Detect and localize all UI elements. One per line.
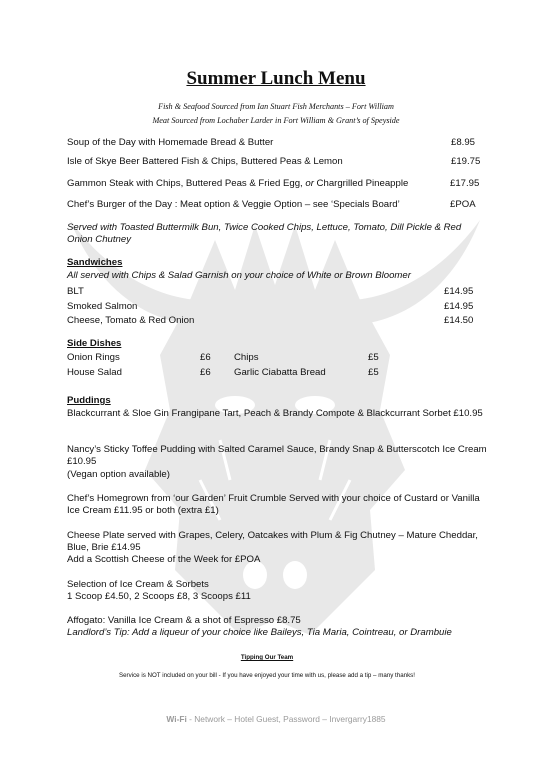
fish-sourcing-note: Fish & Seafood Sourced from Ian Stuart Fish Merchants – Fort William bbox=[158, 102, 394, 111]
menu-price-cheese-tomato: £14.50 bbox=[444, 315, 474, 326]
menu-item-house-salad: House Salad bbox=[67, 367, 122, 378]
pudding-cheese-plate: Cheese Plate served with Grapes, Celery, Oatcakes with Plum & Fig Chutney – Mature Cheddar, Blue, Brie £14.95 bbox=[67, 530, 478, 553]
menu-price-chips: £5 bbox=[368, 352, 379, 363]
menu-item-onion-rings: Onion Rings bbox=[67, 352, 120, 363]
pudding-fruit-crumble: Chef’s Homegrown from ‘our Garden’ Fruit Crumble Served with your choice of Custard or Vanilla Ice Cream £11.95 or both (extra £1) bbox=[67, 493, 480, 516]
menu-item-garlic-bread: Garlic Ciabatta Bread bbox=[234, 367, 326, 378]
service-note: Service is NOT included on your bill - If you have enjoyed your time with us, please add a tip – many thanks! bbox=[118, 672, 415, 679]
pudding-scottish-cheese: Add a Scottish Cheese of the Week for £POA bbox=[67, 554, 261, 565]
menu-item-fish-chips: Isle of Skye Beer Battered Fish & Chips, Buttered Peas & Lemon bbox=[67, 156, 343, 167]
menu-item-cheese-tomato: Cheese, Tomato & Red Onion bbox=[67, 315, 195, 326]
pudding-frangipane: Blackcurrant & Sloe Gin Frangipane Tart, Peach & Brandy Compote & Blackcurrant Sorbet £10.95 bbox=[67, 408, 483, 419]
puddings-heading: Puddings bbox=[67, 395, 111, 406]
menu-item-chips: Chips bbox=[234, 352, 259, 363]
menu-price-blt: £14.95 bbox=[444, 286, 474, 297]
menu-item-soup: Soup of the Day with Homemade Bread & Butter bbox=[67, 137, 274, 148]
menu-price-house-salad: £6 bbox=[200, 367, 211, 378]
menu-price-gammon: £17.95 bbox=[450, 178, 480, 189]
sandwiches-heading: Sandwiches bbox=[67, 257, 123, 268]
meat-sourcing-note: Meat Sourced from Lochaber Larder in Fort William & Grant’s of Speyside bbox=[152, 116, 400, 125]
landlords-tip: Landlord’s Tip: Add a liqueur of your choice like Baileys, Tia Maria, Cointreau, or Drambuie bbox=[67, 627, 452, 638]
pudding-sticky-toffee: Nancy’s Sticky Toffee Pudding with Salted Caramel Sauce, Brandy Snap & Butterscotch Ice Cream £10.95 bbox=[67, 444, 487, 467]
menu-price-smoked-salmon: £14.95 bbox=[444, 301, 474, 312]
menu-price-garlic-bread: £5 bbox=[368, 367, 379, 378]
menu-item-burger: Chef’s Burger of the Day : Meat option & Veggie Option – see ‘Specials Board’ bbox=[67, 199, 400, 210]
menu-price-burger: £POA bbox=[450, 199, 476, 210]
tipping-heading: Tipping Our Team bbox=[240, 654, 294, 661]
side-dishes-heading: Side Dishes bbox=[67, 338, 122, 349]
pudding-vegan-note: (Vegan option available) bbox=[67, 469, 170, 480]
menu-price-soup: £8.95 bbox=[451, 137, 476, 148]
sandwiches-note: All served with Chips & Salad Garnish on your choice of White or Brown Bloomer bbox=[67, 270, 411, 281]
pudding-affogato: Affogato: Vanilla Ice Cream & a shot of Espresso £8.75 bbox=[67, 615, 301, 626]
burger-note: Served with Toasted Buttermilk Bun, Twice Cooked Chips, Lettuce, Tomato, Dill Pickle & Red Onion Chutney bbox=[67, 222, 462, 245]
pudding-ice-cream-prices: 1 Scoop £4.50, 2 Scoops £8, 3 Scoops £11 bbox=[67, 591, 251, 602]
page-title: Summer Lunch Menu bbox=[186, 68, 366, 89]
menu-item-blt: BLT bbox=[67, 286, 84, 297]
menu-price-onion-rings: £6 bbox=[200, 352, 211, 363]
menu-item-gammon: Gammon Steak with Chips, Buttered Peas & Fried Egg, or Chargrilled Pineapple bbox=[67, 178, 409, 189]
wifi-info: Wi-Fi - Network – Hotel Guest, Password – Invergarry1885 bbox=[166, 714, 386, 724]
pudding-ice-cream-selection: Selection of Ice Cream & Sorbets bbox=[67, 579, 209, 590]
menu-price-fish-chips: £19.75 bbox=[451, 156, 481, 167]
menu-item-smoked-salmon: Smoked Salmon bbox=[67, 301, 138, 312]
